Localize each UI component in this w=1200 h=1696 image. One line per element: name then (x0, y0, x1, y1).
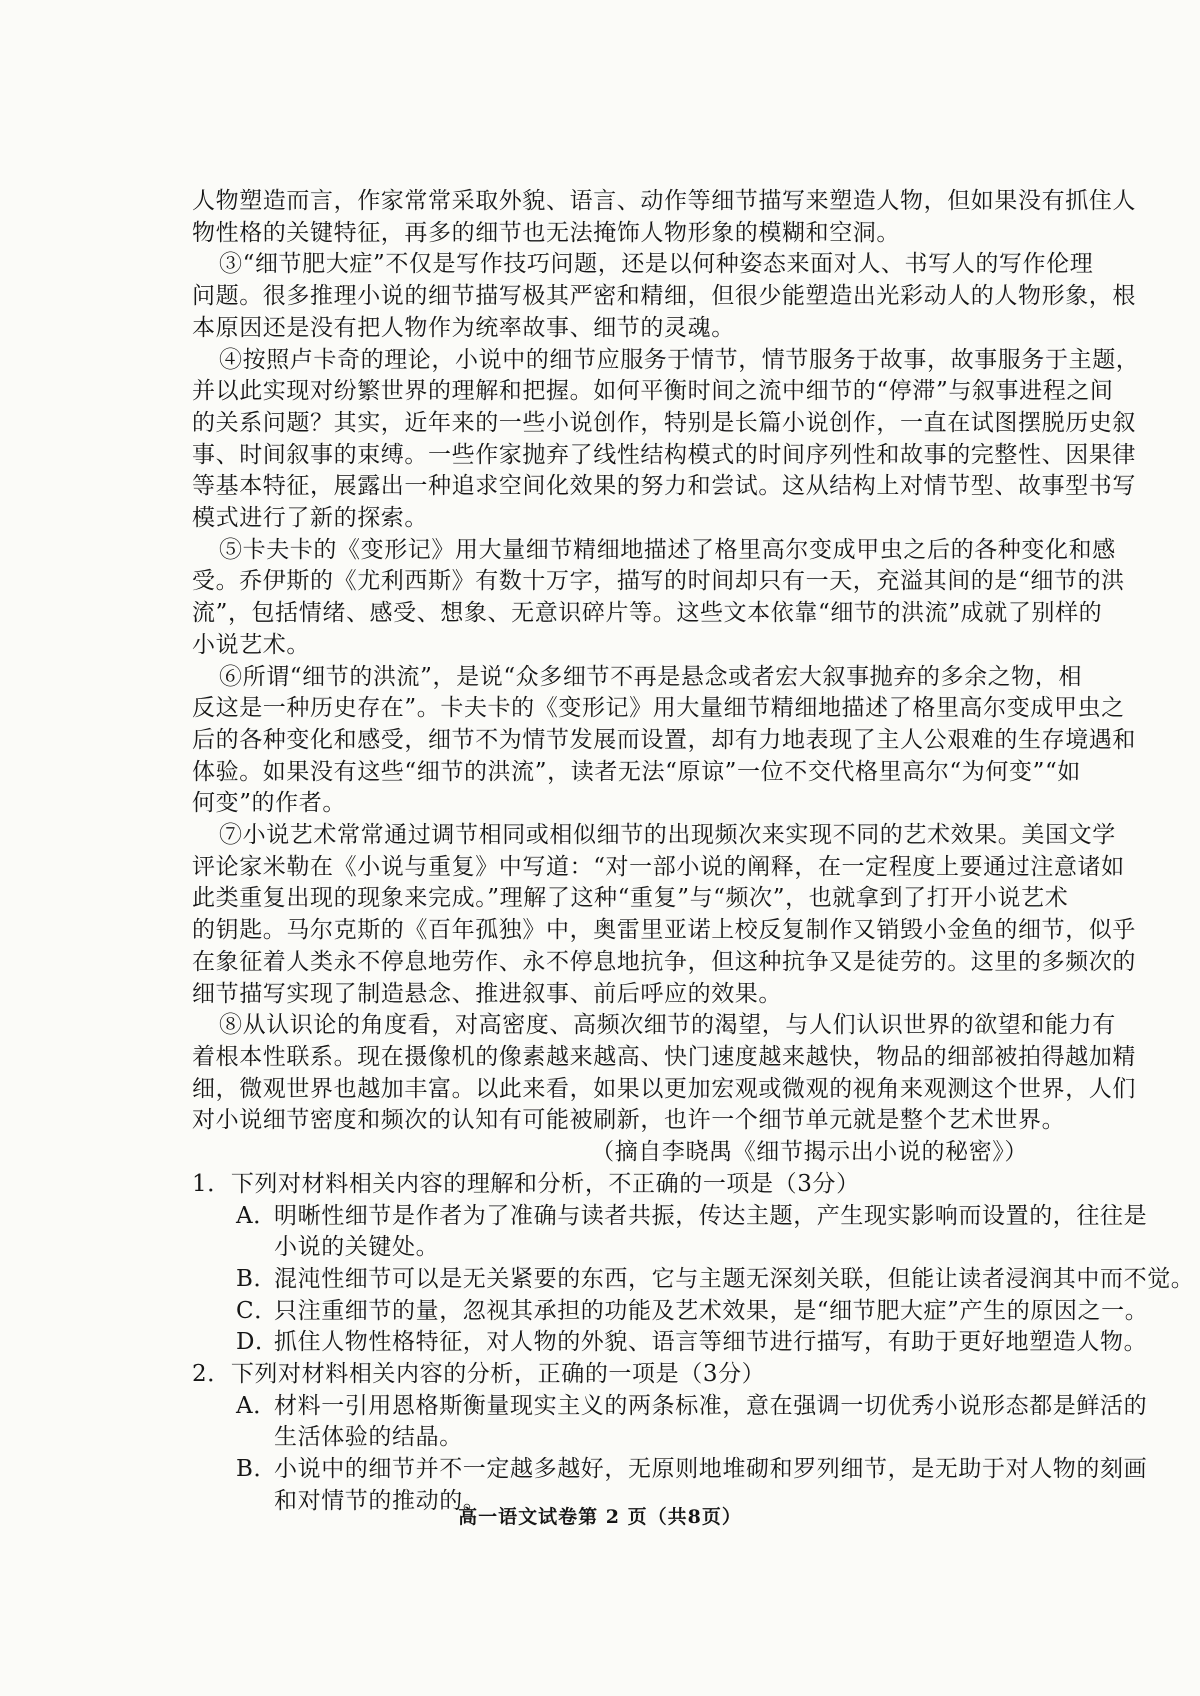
passage-line: ④按照卢卡奇的理论，小说中的细节应服务于情节，情节服务于故事，故事服务于主题， (219, 346, 1140, 373)
passage-line: 细节描写实现了制造悬念、推进叙事、前后呼应的效果。 (192, 980, 782, 1007)
passage-line: 等基本特征，展露出一种追求空间化效果的努力和尝试。这从结构上对情节型、故事型书写 (192, 473, 1136, 500)
page-footer: 高一语文试卷第 2 页（共8页） (458, 1506, 742, 1528)
passage-line: 何变”的作者。 (192, 790, 346, 817)
passage-line: 模式进行了新的探索。 (192, 505, 428, 532)
passage-line: 事、时间叙事的束缚。一些作家抛弃了线性结构模式的时间序列性和故事的完整性、因果律 (192, 441, 1136, 468)
reading-passage (192, 186, 1140, 1137)
option-text: 只注重细节的量，忽视其承担的功能及艺术效果，是“细节肥大症”产生的原因之一。 (274, 1297, 1149, 1324)
option-text: 小说中的细节并不一定越多越好，无原则地堆砌和罗列细节，是无助于对人物的刻画 (274, 1456, 1148, 1483)
passage-line: 此类重复出现的现象来完成。”理解了这种“重复”与“频次”，也就拿到了打开小说艺术 (192, 885, 1069, 912)
answer-option (192, 1454, 1148, 1486)
passage-line: 人物塑造而言，作家常常采取外貌、语言、动作等细节描写来塑造人物，但如果没有抓住人 (192, 188, 1136, 214)
option-label: D． (236, 1329, 279, 1356)
passage-line: 的关系问题？其实，近年来的一些小说创作，特别是长篇小说创作，一直在试图摆脱历史叙 (192, 409, 1136, 436)
answer-option (192, 1296, 1149, 1328)
option-text: 材料一引用恩格斯衡量现实主义的两条标准，意在强调一切优秀小说形态都是鲜活的 (274, 1392, 1148, 1419)
exam-page (192, 186, 1195, 1518)
option-label: B． (236, 1265, 278, 1292)
option-text-continued: 小说的关键处。 (274, 1234, 440, 1261)
passage-source: （摘自李晓禺《细节揭示出小说的秘密》） (591, 1139, 1028, 1166)
passage-line: 问题。很多推理小说的细节描写极其严密和精细，但很少能塑造出光彩动人的人物形象，根 (192, 283, 1136, 310)
answer-option (192, 1391, 1148, 1423)
option-text-continued: 和对情节的推动的。 (274, 1487, 487, 1514)
option-text: 明晰性细节是作者为了准确与读者共振，传达主题，产生现实影响而设置的，往往是 (274, 1202, 1148, 1229)
passage-line: ⑧从认识论的角度看，对高密度、高频次细节的渴望，与人们认识世界的欲望和能力有 (219, 1012, 1116, 1039)
option-label: B． (236, 1456, 278, 1483)
passage-line: 对小说细节密度和频次的认知有可能被刷新，也许一个细节单元就是整个艺术世界。 (192, 1107, 1066, 1134)
passage-line: 流”，包括情绪、感受、想象、无意识碎片等。这些文本依靠“细节的洪流”成就了别样的 (192, 600, 1103, 627)
passage-line: 评论家米勒在《小说与重复》中写道：“对一部小说的阐释，在一定程度上要通过注意诸如 (192, 853, 1125, 880)
question-1 (192, 1169, 1195, 1359)
passage-line: 受。乔伊斯的《尤利西斯》有数十万字，描写的时间却只有一天，充溢其间的是“细节的洪 (192, 568, 1125, 595)
option-label: C． (236, 1297, 278, 1324)
answer-option (192, 1264, 1195, 1296)
answer-option (192, 1201, 1148, 1233)
question-2 (192, 1359, 1148, 1518)
passage-line: 后的各种变化和感受，细节不为情节发展而设置，却有力地表现了主人公艰难的生存境遇和 (192, 726, 1136, 753)
answer-option (192, 1327, 1148, 1359)
option-label: A． (236, 1392, 277, 1419)
passage-line: ⑦小说艺术常常通过调节相同或相似细节的出现频次来实现不同的艺术效果。美国文学 (219, 822, 1116, 849)
question-stem: 1．下列对材料相关内容的理解和分析，不正确的一项是（3分） (192, 1170, 860, 1197)
question-stem: 2．下列对材料相关内容的分析，正确的一项是（3分） (192, 1361, 766, 1388)
passage-line: 本原因还是没有把人物作为统率故事、细节的灵魂。 (192, 314, 735, 341)
option-text: 抓住人物性格特征，对人物的外貌、语言等细节进行描写，有助于更好地塑造人物。 (274, 1329, 1148, 1356)
passage-line: 反这是一种历史存在”。卡夫卡的《变形记》用大量细节精细地描述了格里高尔变成甲虫之 (192, 695, 1125, 722)
passage-line: ⑥所谓“细节的洪流”，是说“众多细节不再是悬念或者宏大叙事抛弃的多余之物，相 (219, 663, 1083, 690)
option-text-continued: 生活体验的结晶。 (274, 1424, 463, 1451)
question-list (192, 1169, 1195, 1518)
passage-line: 着根本性联系。现在摄像机的像素越来越高、快门速度越来越快，物品的细部被拍得越加精 (192, 1043, 1136, 1070)
passage-line: 小说艺术。 (192, 631, 310, 658)
passage-line: ③“细节肥大症”不仅是写作技巧问题，还是以何种姿态来面对人、书写人的写作伦理 (219, 251, 1094, 278)
passage-line: 物性格的关键特征，再多的细节也无法掩饰人物形象的模糊和空洞。 (192, 219, 900, 246)
option-label: A． (236, 1202, 277, 1229)
passage-line: 的钥匙。马尔克斯的《百年孤独》中，奥雷里亚诺上校反复制作又销毁小金鱼的细节，似乎 (192, 917, 1136, 944)
passage-line: 在象征着人类永不停息地劳作、永不停息地抗争，但这种抗争又是徒劳的。这里的多频次的 (192, 948, 1136, 975)
passage-line: 体验。如果没有这些“细节的洪流”，读者无法“原谅”一位不交代格里高尔“为何变”“如 (192, 758, 1081, 785)
passage-line: 细，微观世界也越加丰富。以此来看，如果以更加宏观或微观的视角来观测这个世界，人们 (192, 1075, 1136, 1102)
passage-line: 并以此实现对纷繁世界的理解和把握。如何平衡时间之流中细节的“停滞”与叙事进程之间 (192, 378, 1114, 405)
passage-line: ⑤卡夫卡的《变形记》用大量细节精细地描述了格里高尔变成甲虫之后的各种变化和感 (219, 536, 1116, 563)
option-text: 混沌性细节可以是无关紧要的东西，它与主题无深刻关联，但能让读者浸润其中而不觉。 (274, 1265, 1195, 1292)
